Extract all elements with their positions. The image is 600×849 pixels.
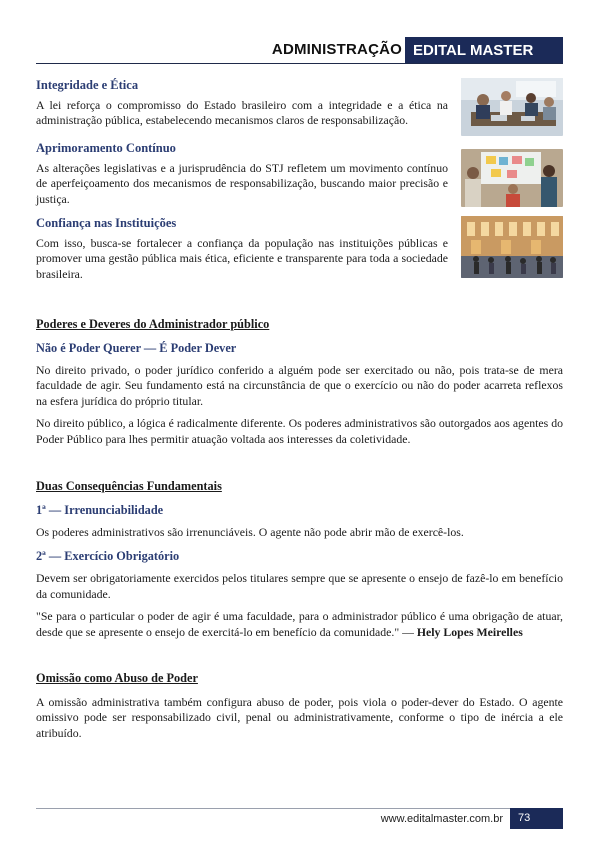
consequence-2-title: 2ª — Exercício Obrigatório	[36, 549, 180, 564]
section-poderes	[36, 317, 563, 454]
page-header	[36, 37, 563, 64]
intro-heading: Confiança nas Instituições	[36, 216, 177, 230]
whiteboard-photo	[461, 149, 563, 207]
public-building-photo	[461, 216, 563, 278]
quote	[36, 609, 563, 640]
footer-rule	[36, 808, 563, 809]
header-section-title: ADMINISTRAÇÃO	[271, 41, 402, 58]
consequence-1-text: Os poderes administrativos são irrenunciáveis. O agente não pode abrir mão de exercê-los.	[36, 525, 464, 539]
paragraph: A omissão administrativa também configura abuso de poder, pois viola o poder-dever do Estado. O agente omissivo pode ser responsabilizado civil, penal ou administrativamente, conforme o tipo de inércia a ele atribuído.	[36, 695, 563, 740]
page-number: 73	[510, 808, 563, 829]
header-rule	[36, 63, 563, 64]
consequence-2-text: Devem ser obrigatoriamente exercidos pelos titulares sempre que se apresente o ensejo de fazê-lo em benefício da comunidade.	[36, 571, 563, 601]
section-title: Omissão como Abuso de Poder	[36, 671, 198, 685]
header-brand: EDITAL MASTER	[405, 37, 563, 64]
intro-block-aprimoramento	[36, 141, 563, 211]
intro-heading: Aprimoramento Contínuo	[36, 141, 176, 155]
consequence-1-title: 1ª — Irrenunciabilidade	[36, 503, 164, 517]
section-consequencias	[36, 479, 563, 647]
quote-text: "Se para o particular o poder de agir é uma faculdade, para o administrador público é uma obrigação de atuar, desde que se apresente o ensejo de exercitá-lo em benefício da comunidade." —	[36, 609, 563, 639]
meeting-photo	[461, 78, 563, 136]
intro-heading: Integridade e Ética	[36, 78, 139, 92]
paragraph: No direito privado, o poder jurídico conferido a alguém pode ser exercitado ou não, pois trata-se de mera faculdade de agir. Seu fundamento está na circunstância de que o exercício ou não do poder acarreta reflexos na esfera jurídica do próprio titular.	[36, 363, 563, 408]
intro-text: Com isso, busca-se fortalecer a confiança da população nas instituições públicas e promover uma gestão pública mais ética, eficiente e transparente para toda a sociedade brasileira.	[36, 236, 448, 281]
quote-author: Hely Lopes Meirelles	[416, 624, 523, 639]
section-subtitle: Não é Poder Querer — É Poder Dever	[36, 341, 237, 355]
paragraph: No direito público, a lógica é radicalmente diferente. Os poderes administrativos são outorgados aos agentes do Poder Público para lhes permitir atuação voltada aos interesses da coletividade.	[36, 416, 563, 446]
section-omissao	[36, 671, 563, 748]
footer-url: www.editalmaster.com.br	[380, 813, 503, 825]
section-title: Duas Consequências Fundamentais	[36, 479, 222, 493]
intro-block-confianca	[36, 216, 563, 282]
intro-text: As alterações legislativas e a jurisprudência do STJ refletem um movimento contínuo de aperfeiçoamento dos mecanismos de responsabilização, buscando maior precisão e justiça.	[36, 161, 448, 206]
section-title: Poderes e Deveres do Administrador público	[36, 317, 270, 331]
intro-text: A lei reforça o compromisso do Estado brasileiro com a integridade e a ética na administração pública, estabelecendo mecanismos claros de responsabilização.	[36, 98, 448, 128]
intro-block-integridade	[36, 78, 563, 138]
